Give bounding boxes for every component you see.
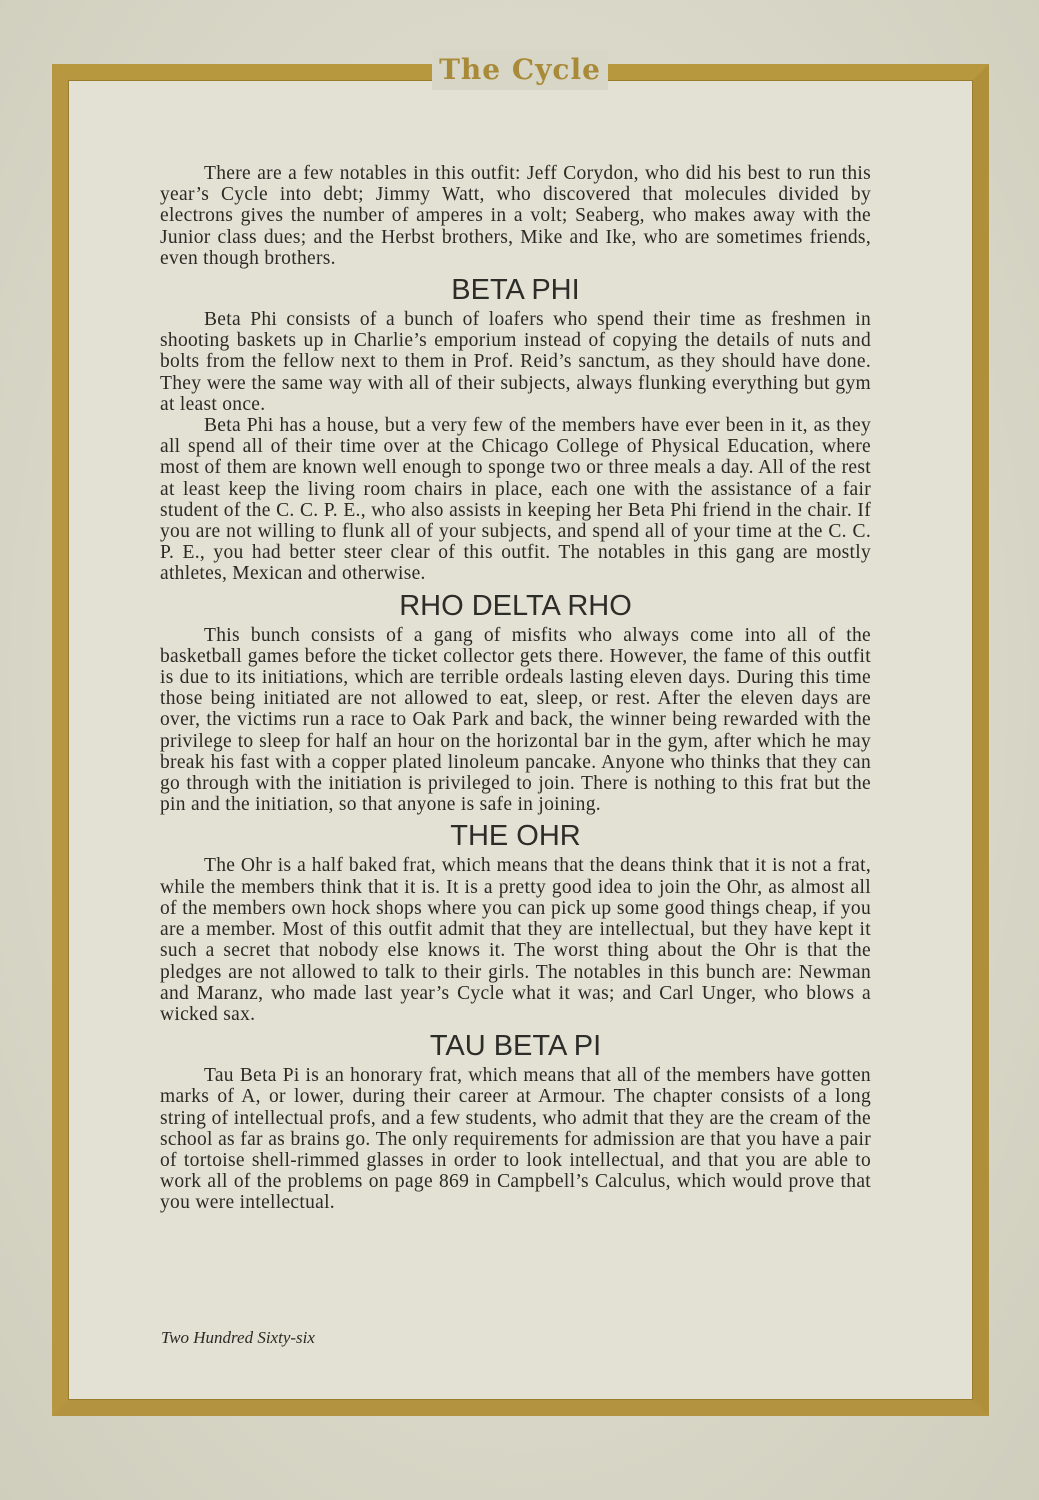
tau-beta-pi-paragraph: Tau Beta Pi is an honorary frat, which means that all of the members have gotten marks of A, or lower, during their career at Armour. The chapter consists of a long string of intellectual profs, and a few students, who admit that they are the cream of the school as far as brains go. The only requirements for admission are that you have a pair of tortoise shell-rimmed glasses in order to look intellectual, and that you are able to work all of the problems on page 869 in Campbell’s Calculus, which would prove that you were intellectual. [160, 1065, 871, 1214]
beta-phi-paragraph-1: Beta Phi consists of a bunch of loafers who spend their time as freshmen in shooting baskets up in Charlie’s emporium instead of copying the details of nuts and bolts from the fellow next to them in Prof. Reid’s sanctum, as they should have done. They were the same way with all of their subjects, always flunking everything but gym at least once. [160, 309, 871, 415]
rho-delta-rho-paragraph: This bunch consists of a gang of misfits who always come into all of the basketball games before the ticket collector gets there. However, the fame of this outfit is due to its initiations, which are terrible ordeals lasting eleven days. During this time those being initiated are not allowed to eat, sleep, or rest. After the eleven days are over, the victims run a race to Oak Park and back, the winner being rewarded with the privilege to sleep for half an hour on the horizontal bar in the gym, after which he may break his fast with a copper plated linoleum pancake. Anyone who thinks that they can go through with the initiation is privileged to join. There is nothing to this frat but the pin and the initiation, so that anyone is safe in joining. [160, 624, 871, 816]
page-number-label: Two Hundred Sixty-six [161, 1328, 315, 1347]
page-header-title: The Cycle [432, 50, 608, 90]
page-content [160, 163, 871, 1214]
section-heading-beta-phi: BETA PHI [451, 274, 580, 307]
section-heading-rho-delta-rho: RHO DELTA RHO [399, 589, 632, 622]
beta-phi-paragraph-2: Beta Phi has a house, but a very few of the members have ever been in it, as they all spend all of their time over at the Chicago College of Physical Education, where most of them are known well enough to sponge two or three meals a day. All of the rest at least keep the living room chairs in place, each one with the assistance of a fair student of the C. C. P. E., who also assists in keeping her Beta Phi friend in the chair. If you are not willing to flunk all of your subjects, and spend all of your time at the C. C. P. E., you had better steer clear of this outfit. The notables in this gang are mostly athletes, Mexican and otherwise. [160, 415, 871, 585]
the-ohr-paragraph: The Ohr is a half baked frat, which means that the deans think that it is not a frat, while the members think that it is. It is a pretty good idea to join the Ohr, as almost all of the members own hock shops where you can pick up some good things cheap, if you are a member. Most of this outfit admit that they are intellectual, but they have kept it such a secret that nobody else knows it. The worst thing about the Ohr is that the pledges are not allowed to talk to their girls. The notables in this bunch are: Newman and Maranz, who made last year’s Cycle what it was; and Carl Unger, who blows a wicked sax. [160, 855, 871, 1025]
section-heading-tau-beta-pi: TAU BETA PI [429, 1030, 602, 1063]
section-heading-the-ohr: THE OHR [450, 820, 581, 853]
intro-paragraph: There are a few notables in this outfit: Jeff Corydon, who did his best to run this year’s Cycle into debt; Jimmy Watt, who discovered that molecules divided by electrons gives the number of amperes in a volt; Seaberg, who makes away with the Junior class dues; and the Herbst brothers, Mike and Ike, who are sometimes friends, even though brothers. [160, 163, 871, 269]
